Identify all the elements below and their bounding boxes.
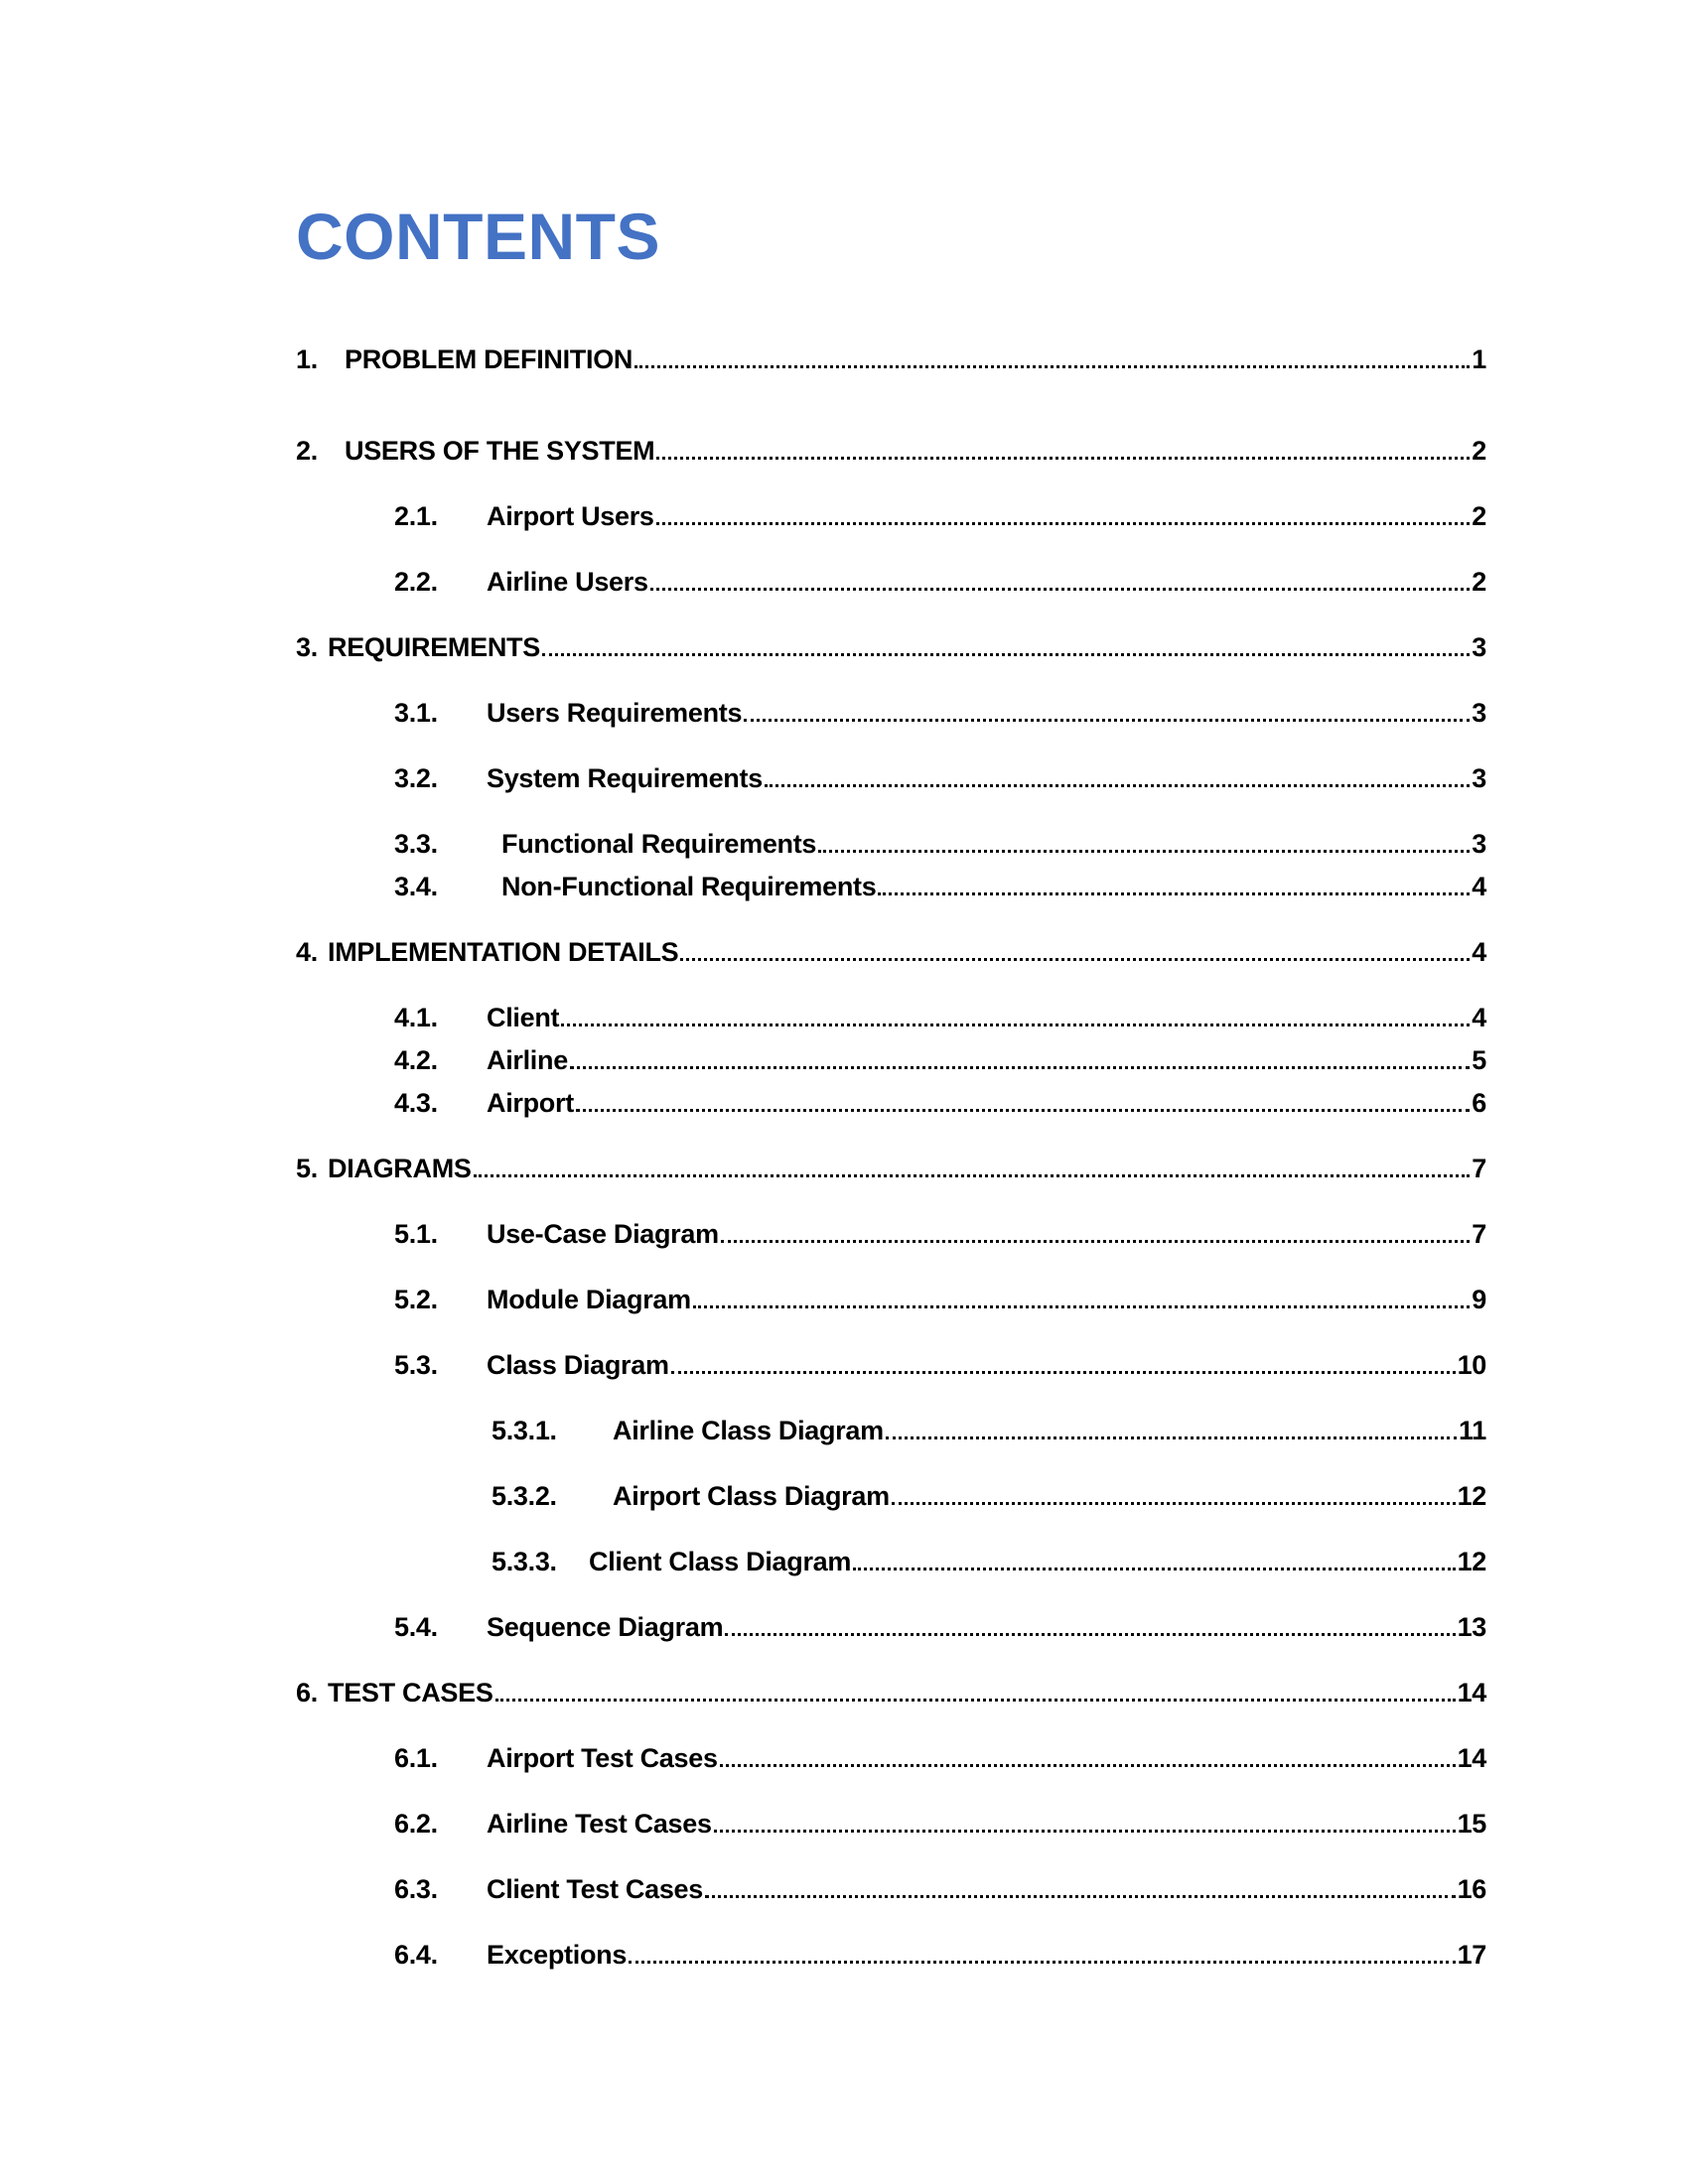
table-of-contents xyxy=(296,342,1486,1972)
toc-entry-number: 5.4. xyxy=(394,1612,438,1642)
toc-entry-page: 2 xyxy=(1472,567,1486,597)
toc-entry-title: Module Diagram xyxy=(487,1285,691,1314)
toc-entry-page: 4 xyxy=(1472,937,1486,967)
page-title: CONTENTS xyxy=(296,200,660,273)
toc-entry-page: 3 xyxy=(1472,698,1486,728)
toc-entry-page: 15 xyxy=(1457,1809,1486,1839)
toc-entry-title: Exceptions xyxy=(487,1940,628,1970)
dot-leader xyxy=(629,1961,1456,1964)
toc-entry-page: 14 xyxy=(1457,1678,1486,1707)
toc-entry-title: DIAGRAMS xyxy=(328,1154,472,1183)
toc-entry-title: Client xyxy=(487,1003,560,1032)
toc-entry-number: 4.1. xyxy=(394,1003,438,1032)
toc-entry xyxy=(296,935,1486,969)
dot-leader xyxy=(671,1371,1456,1374)
toc-entry-page: 2 xyxy=(1472,436,1486,466)
dot-leader xyxy=(853,1568,1455,1570)
toc-entry-number: 2. xyxy=(296,436,318,466)
toc-entry-number: 1. xyxy=(296,344,318,374)
toc-entry-title: Sequence Diagram xyxy=(487,1612,724,1642)
dot-leader xyxy=(725,1633,1455,1636)
toc-entry-number: 6.1. xyxy=(394,1743,438,1773)
dot-leader xyxy=(656,457,1470,460)
dot-leader xyxy=(634,365,1470,368)
dot-leader xyxy=(570,1066,1470,1069)
dot-leader xyxy=(656,522,1471,525)
toc-entry xyxy=(296,1741,1486,1775)
toc-entry xyxy=(296,1479,1486,1513)
dot-leader xyxy=(744,719,1470,722)
toc-entry-number: 6. xyxy=(296,1678,318,1707)
toc-entry-page: 10 xyxy=(1457,1350,1486,1380)
toc-entry-page: 17 xyxy=(1457,1940,1486,1970)
toc-entry-number: 3.3. xyxy=(394,829,438,859)
toc-entry-number: 6.4. xyxy=(394,1940,438,1970)
dot-leader xyxy=(650,588,1471,591)
dot-leader xyxy=(721,1240,1470,1243)
toc-entry xyxy=(296,434,1486,468)
toc-entry xyxy=(296,1872,1486,1906)
toc-entry-number: 3.2. xyxy=(394,763,438,793)
toc-entry xyxy=(296,1001,1486,1034)
toc-entry-title: Airline Test Cases xyxy=(487,1809,712,1839)
dot-leader xyxy=(765,784,1470,787)
dot-leader xyxy=(720,1764,1456,1767)
toc-entry-title: Client Class Diagram xyxy=(589,1547,852,1576)
toc-entry-page: 13 xyxy=(1457,1612,1486,1642)
toc-entry-number: 2.1. xyxy=(394,501,438,531)
toc-entry-title: Use-Case Diagram xyxy=(487,1219,719,1249)
toc-entry-title: Airport Class Diagram xyxy=(613,1481,890,1511)
toc-entry-page: 3 xyxy=(1472,829,1486,859)
toc-entry-page: 3 xyxy=(1472,632,1486,662)
toc-entry-title: IMPLEMENTATION DETAILS xyxy=(328,937,679,967)
toc-entry xyxy=(296,1043,1486,1077)
dot-leader xyxy=(542,653,1470,656)
toc-entry-title: TEST CASES xyxy=(328,1678,493,1707)
toc-entry-page: 6 xyxy=(1472,1088,1486,1118)
dot-leader xyxy=(576,1109,1470,1112)
toc-entry-page: 12 xyxy=(1457,1481,1486,1511)
toc-entry-title: Functional Requirements xyxy=(501,829,817,859)
toc-entry-number: 6.2. xyxy=(394,1809,438,1839)
toc-entry xyxy=(296,1938,1486,1972)
dot-leader xyxy=(495,1699,1456,1702)
toc-entry-page: 4 xyxy=(1472,1003,1486,1032)
toc-entry-page: 7 xyxy=(1472,1219,1486,1249)
toc-entry-number: 5.1. xyxy=(394,1219,438,1249)
toc-entry-page: 3 xyxy=(1472,763,1486,793)
toc-entry-page: 2 xyxy=(1472,501,1486,531)
dot-leader xyxy=(886,1436,1457,1439)
toc-entry-page: 5 xyxy=(1472,1045,1486,1075)
toc-entry-number: 2.2. xyxy=(394,567,438,597)
dot-leader xyxy=(892,1502,1456,1505)
toc-entry xyxy=(296,696,1486,730)
toc-entry-number: 4.3. xyxy=(394,1088,438,1118)
toc-entry-title: Airport Test Cases xyxy=(487,1743,718,1773)
dot-leader xyxy=(561,1024,1470,1026)
toc-entry-title: Class Diagram xyxy=(487,1350,669,1380)
toc-entry-number: 5.3.2. xyxy=(492,1481,557,1511)
toc-entry-title: PROBLEM DEFINITION xyxy=(345,344,633,374)
toc-entry-page: 7 xyxy=(1472,1154,1486,1183)
toc-entry xyxy=(296,499,1486,533)
toc-entry xyxy=(296,1676,1486,1709)
toc-entry-title: USERS OF THE SYSTEM xyxy=(345,436,655,466)
dot-leader xyxy=(878,892,1470,895)
toc-entry-title: Airport xyxy=(487,1088,574,1118)
toc-entry-number: 3.1. xyxy=(394,698,438,728)
toc-entry-title: Non-Functional Requirements xyxy=(501,872,877,901)
toc-entry-title: Airline xyxy=(487,1045,568,1075)
toc-entry-number: 5. xyxy=(296,1154,318,1183)
toc-entry xyxy=(296,342,1486,376)
dot-leader xyxy=(714,1830,1456,1833)
toc-entry-number: 3. xyxy=(296,632,318,662)
toc-entry-title: REQUIREMENTS xyxy=(328,632,540,662)
toc-entry xyxy=(296,1414,1486,1447)
toc-entry xyxy=(296,1152,1486,1185)
toc-entry-title: Airport Users xyxy=(487,501,654,531)
toc-entry xyxy=(296,1348,1486,1382)
toc-entry xyxy=(296,827,1486,861)
toc-entry-page: 4 xyxy=(1472,872,1486,901)
toc-entry-title: Airline Class Diagram xyxy=(613,1416,884,1445)
toc-entry xyxy=(296,630,1486,664)
toc-entry-title: Users Requirements xyxy=(487,698,743,728)
toc-entry-page: 1 xyxy=(1472,344,1486,374)
toc-entry-page: 14 xyxy=(1457,1743,1486,1773)
toc-entry-number: 5.2. xyxy=(394,1285,438,1314)
toc-entry xyxy=(296,1545,1486,1578)
toc-entry-number: 5.3.3. xyxy=(492,1547,557,1576)
toc-entry xyxy=(296,1807,1486,1841)
dot-leader xyxy=(680,958,1470,961)
toc-entry-page: 11 xyxy=(1459,1416,1486,1445)
toc-entry-title: System Requirements xyxy=(487,763,763,793)
toc-entry xyxy=(296,761,1486,795)
toc-entry-page: 16 xyxy=(1457,1874,1486,1904)
dot-leader xyxy=(818,850,1470,853)
toc-entry-number: 4.2. xyxy=(394,1045,438,1075)
toc-entry-number: 5.3.1. xyxy=(492,1416,557,1445)
toc-entry xyxy=(296,1217,1486,1251)
toc-entry-number: 5.3. xyxy=(394,1350,438,1380)
toc-entry-number: 4. xyxy=(296,937,318,967)
toc-entry xyxy=(296,565,1486,599)
toc-entry xyxy=(296,1610,1486,1644)
toc-entry-title: Client Test Cases xyxy=(487,1874,703,1904)
toc-entry xyxy=(296,1283,1486,1316)
dot-leader xyxy=(693,1305,1470,1308)
toc-entry xyxy=(296,870,1486,903)
toc-entry-title: Airline Users xyxy=(487,567,648,597)
toc-entry-page: 12 xyxy=(1457,1547,1486,1576)
dot-leader xyxy=(474,1174,1471,1177)
dot-leader xyxy=(705,1895,1456,1898)
toc-entry-number: 3.4. xyxy=(394,872,438,901)
toc-entry-number: 6.3. xyxy=(394,1874,438,1904)
toc-entry xyxy=(296,1086,1486,1120)
toc-entry-page: 9 xyxy=(1472,1285,1486,1314)
